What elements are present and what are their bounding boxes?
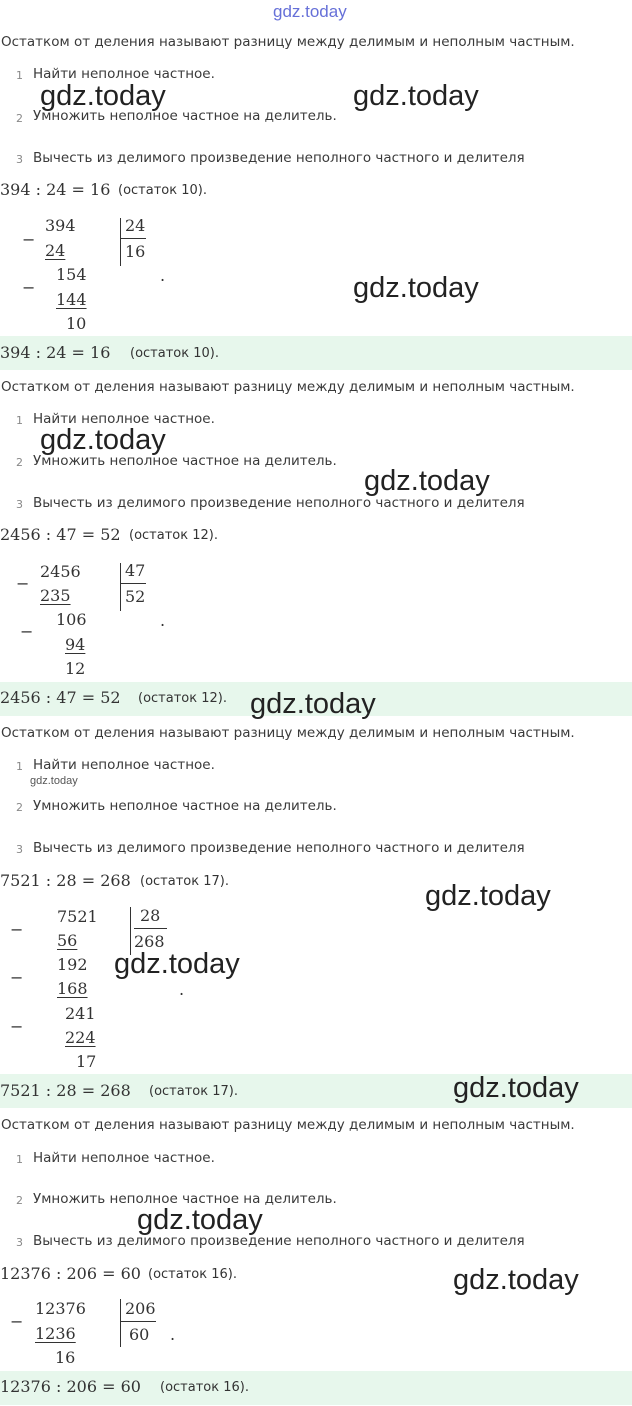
divisor: 28 xyxy=(140,906,161,925)
step-text: Найти неполное частное. xyxy=(33,66,215,82)
quotient-line xyxy=(121,238,146,239)
remainder: 10 xyxy=(66,314,87,333)
minus-sign: − xyxy=(10,920,24,939)
answer-note: (остаток 16). xyxy=(160,1380,249,1395)
minus-sign: − xyxy=(16,574,30,593)
step-text: Вычесть из делимого произведение неполного частного и делителя xyxy=(33,840,525,856)
division-bar xyxy=(120,218,121,266)
step-number: 1 xyxy=(16,760,23,773)
step-text: Вычесть из делимого произведение неполного частного и делителя xyxy=(33,150,525,166)
watermark: gdz.today xyxy=(353,80,479,112)
remainder: 16 xyxy=(55,1348,76,1367)
division-expression: 7521 : 28 = 268 xyxy=(0,871,131,890)
minus-sign: − xyxy=(22,278,36,297)
answer-expression: 394 : 24 = 16 xyxy=(0,343,111,362)
remainder-note: (остаток 16). xyxy=(148,1267,237,1282)
dividend: 12376 xyxy=(35,1299,86,1318)
remainder: 17 xyxy=(76,1052,97,1071)
answer-expression: 12376 : 206 = 60 xyxy=(0,1377,141,1396)
step-number: 2 xyxy=(16,456,23,469)
watermark: gdz.today xyxy=(453,1072,579,1104)
step-number: 1 xyxy=(16,414,23,427)
subtrahend: 235 xyxy=(40,586,71,605)
minus-sign: − xyxy=(22,230,36,249)
rule-text: Остатком от деления называют разницу между делимым и неполным частным. xyxy=(1,725,575,741)
subtrahend: 168 xyxy=(57,979,88,998)
watermark-small: gdz.today xyxy=(30,775,78,787)
subtrahend: 224 xyxy=(65,1028,96,1047)
minus-sign: − xyxy=(10,1017,24,1036)
remainder-note: (остаток 10). xyxy=(118,183,207,198)
answer-expression: 2456 : 47 = 52 xyxy=(0,688,121,707)
divisor: 47 xyxy=(125,561,146,580)
subtrahend: 24 xyxy=(45,241,66,260)
watermark: gdz.today xyxy=(364,465,490,497)
watermark: gdz.today xyxy=(114,948,240,980)
step-number: 3 xyxy=(16,153,23,166)
quotient-line xyxy=(134,928,167,929)
step-number: 3 xyxy=(16,498,23,511)
minus-sign: − xyxy=(10,968,24,987)
watermark: gdz.today xyxy=(250,688,376,720)
step-number: 2 xyxy=(16,1194,23,1207)
subtrahend: 94 xyxy=(65,635,86,654)
remainder-note: (остаток 17). xyxy=(140,874,229,889)
quotient: 268 xyxy=(134,932,165,951)
division-expression: 12376 : 206 = 60 xyxy=(0,1264,141,1283)
subtrahend: 56 xyxy=(57,931,78,950)
answer-note: (остаток 17). xyxy=(149,1084,238,1099)
step-text: Умножить неполное частное на делитель. xyxy=(33,1191,337,1207)
watermark: gdz.today xyxy=(425,880,551,912)
division-expression: 2456 : 47 = 52 xyxy=(0,525,121,544)
partial-remainder: 192 xyxy=(57,955,88,974)
step-number: 2 xyxy=(16,112,23,125)
subtrahend: 1236 xyxy=(35,1324,76,1343)
quotient: 60 xyxy=(129,1325,150,1344)
step-text: Найти неполное частное. xyxy=(33,757,215,773)
watermark-top: gdz.today xyxy=(273,2,347,21)
step-number: 3 xyxy=(16,1236,23,1249)
quotient: 52 xyxy=(125,587,146,606)
dot: . xyxy=(179,980,185,999)
dividend: 2456 xyxy=(40,562,81,581)
step-text: Умножить неполное частное на делитель. xyxy=(33,798,337,814)
watermark: gdz.today xyxy=(137,1204,263,1236)
partial-remainder: 154 xyxy=(56,265,87,284)
divisor: 24 xyxy=(125,216,146,235)
answer-expression: 7521 : 28 = 268 xyxy=(0,1081,131,1100)
step-number: 2 xyxy=(16,801,23,814)
step-number: 1 xyxy=(16,1153,23,1166)
divisor: 206 xyxy=(125,1299,156,1318)
dot: . xyxy=(160,611,166,630)
rule-text: Остатком от деления называют разницу между делимым и неполным частным. xyxy=(1,1117,575,1133)
dot: . xyxy=(160,266,166,285)
step-text: Найти неполное частное. xyxy=(33,1150,215,1166)
subtrahend: 144 xyxy=(56,290,87,309)
watermark: gdz.today xyxy=(40,80,166,112)
remainder: 12 xyxy=(65,659,86,678)
division-bar xyxy=(120,1299,121,1347)
answer-note: (остаток 12). xyxy=(138,691,227,706)
quotient-line xyxy=(121,1321,156,1322)
partial-remainder: 241 xyxy=(65,1004,96,1023)
step-text: Умножить неполное частное на делитель. xyxy=(33,108,337,124)
partial-remainder: 106 xyxy=(56,610,87,629)
dividend: 7521 xyxy=(57,907,98,926)
rule-text: Остатком от деления называют разницу между делимым и неполным частным. xyxy=(1,34,575,50)
minus-sign: − xyxy=(10,1312,24,1331)
remainder-note: (остаток 12). xyxy=(129,528,218,543)
step-text: Вычесть из делимого произведение неполного частного и делителя xyxy=(33,495,525,511)
step-number: 1 xyxy=(16,69,23,82)
dividend: 394 xyxy=(45,216,76,235)
step-text: Найти неполное частное. xyxy=(33,411,215,427)
minus-sign: − xyxy=(20,622,34,641)
division-expression: 394 : 24 = 16 xyxy=(0,180,111,199)
rule-text: Остатком от деления называют разницу между делимым и неполным частным. xyxy=(1,379,575,395)
watermark: gdz.today xyxy=(353,272,479,304)
quotient: 16 xyxy=(125,242,146,261)
step-text: Вычесть из делимого произведение неполного частного и делителя xyxy=(33,1233,525,1249)
quotient-line xyxy=(121,583,146,584)
step-number: 3 xyxy=(16,843,23,856)
step-text: Умножить неполное частное на делитель. xyxy=(33,453,337,469)
dot: . xyxy=(170,1325,176,1344)
watermark: gdz.today xyxy=(453,1264,579,1296)
division-bar xyxy=(120,563,121,611)
answer-note: (остаток 10). xyxy=(130,346,219,361)
watermark: gdz.today xyxy=(40,424,166,456)
